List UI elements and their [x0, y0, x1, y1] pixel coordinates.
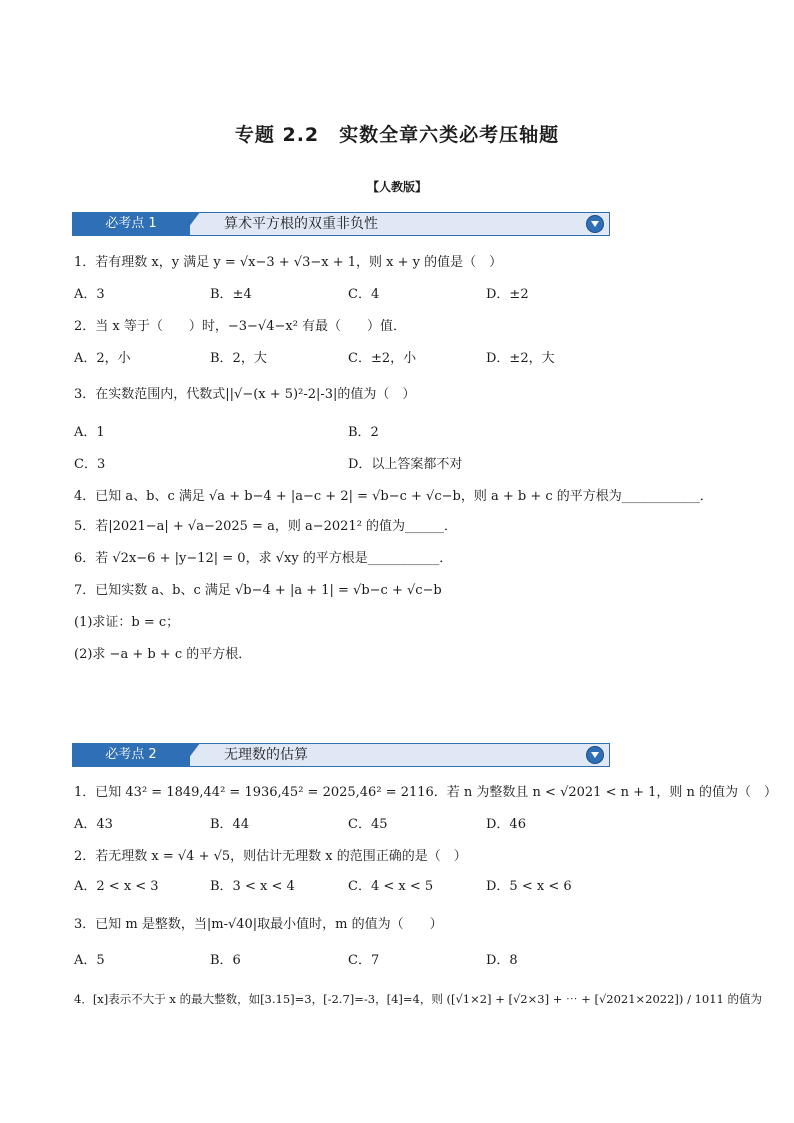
- option-b: B．2: [348, 425, 379, 440]
- section-tag: 必考点 2: [72, 743, 190, 767]
- question-2-1: 1．已知 43² = 1849,44² = 1936,45² = 2025,46² = 2116．若 n 为整数且 n < √2021 < n + 1，则 n 的值为（ ）: [74, 785, 778, 800]
- question-1-5: 5．若|2021−a| + √a−2025 = a，则 a−2021² 的值为______．: [74, 519, 458, 534]
- question-1-1: 1．若有理数 x，y 满足 y = √x−3 + √3−x + 1，则 x + y 的值是（ ）: [74, 255, 503, 270]
- section-title: 无理数的估算: [224, 747, 308, 763]
- option-c: C．45: [348, 817, 388, 832]
- option-a: A．5: [74, 953, 105, 968]
- option-a: A．1: [74, 425, 105, 440]
- section-header-2: [72, 743, 610, 767]
- option-c: C．3: [74, 457, 106, 472]
- question-2-2: 2．若无理数 x = √4 + √5，则估计无理数 x 的范围正确的是（ ）: [74, 849, 467, 864]
- page-title: 专题 2.2 实数全章六类必考压轴题: [234, 124, 560, 146]
- option-c: C．±2，小: [348, 351, 417, 366]
- question-2-3: 3．已知 m 是整数，当|m-√40|取最小值时，m 的值为（ ）: [74, 917, 443, 932]
- section-tag: 必考点 1: [72, 212, 190, 236]
- option-a: A．2，小: [74, 351, 131, 366]
- question-1-3: 3．在实数范围内，代数式||√−(x + 5)²-2|-3|的值为（ ）: [74, 387, 416, 402]
- option-a: A．2 < x < 3: [74, 879, 159, 894]
- option-d: D．±2，大: [486, 351, 555, 366]
- option-d: D．8: [486, 953, 518, 968]
- question-1-2: 2．当 x 等于（ ）时，−3−√4−x² 有最（ ）值．: [74, 319, 407, 334]
- edition-label: 【人教版】: [366, 180, 427, 194]
- option-b: B．44: [210, 817, 250, 832]
- option-b: B．3 < x < 4: [210, 879, 295, 894]
- option-b: B．2，大: [210, 351, 267, 366]
- question-1-7-part-2: (2)求 −a + b + c 的平方根．: [74, 647, 252, 662]
- option-a: A．3: [74, 287, 105, 302]
- chevron-down-icon[interactable]: [586, 746, 604, 764]
- option-a: A．43: [74, 817, 113, 832]
- option-c: C．4: [348, 287, 380, 302]
- section-title: 算术平方根的双重非负性: [224, 216, 378, 232]
- option-d: D．以上答案都不对: [348, 457, 463, 472]
- question-1-7-part-1: (1)求证：b = c；: [74, 615, 180, 630]
- question-1-7: 7．已知实数 a、b、c 满足 √b−4 + |a + 1| = √b−c + √c−b: [74, 583, 442, 598]
- chevron-down-icon[interactable]: [586, 215, 604, 233]
- option-b: B．±4: [210, 287, 252, 302]
- option-c: C．4 < x < 5: [348, 879, 434, 894]
- option-c: C．7: [348, 953, 380, 968]
- option-d: D．±2: [486, 287, 529, 302]
- question-1-4: 4．已知 a、b、c 满足 √a + b−4 + |a−c + 2| = √b−c + √c−b，则 a + b + c 的平方根为____________．: [74, 489, 713, 504]
- option-b: B．6: [210, 953, 241, 968]
- section-header-1: [72, 212, 610, 236]
- option-d: D．46: [486, 817, 526, 832]
- option-d: D．5 < x < 6: [486, 879, 572, 894]
- question-2-4: 4．[x]表示不大于 x 的最大整数，如[3.15]=3，[-2.7]=-3，[4]=4，则 ([√1×2] + [√2×3] + ⋯ + [√2021×2022]) / 1011 的值为: [74, 992, 763, 1006]
- question-1-6: 6．若 √2x−6 + |y−12| = 0，求 √xy 的平方根是___________．: [74, 551, 453, 566]
